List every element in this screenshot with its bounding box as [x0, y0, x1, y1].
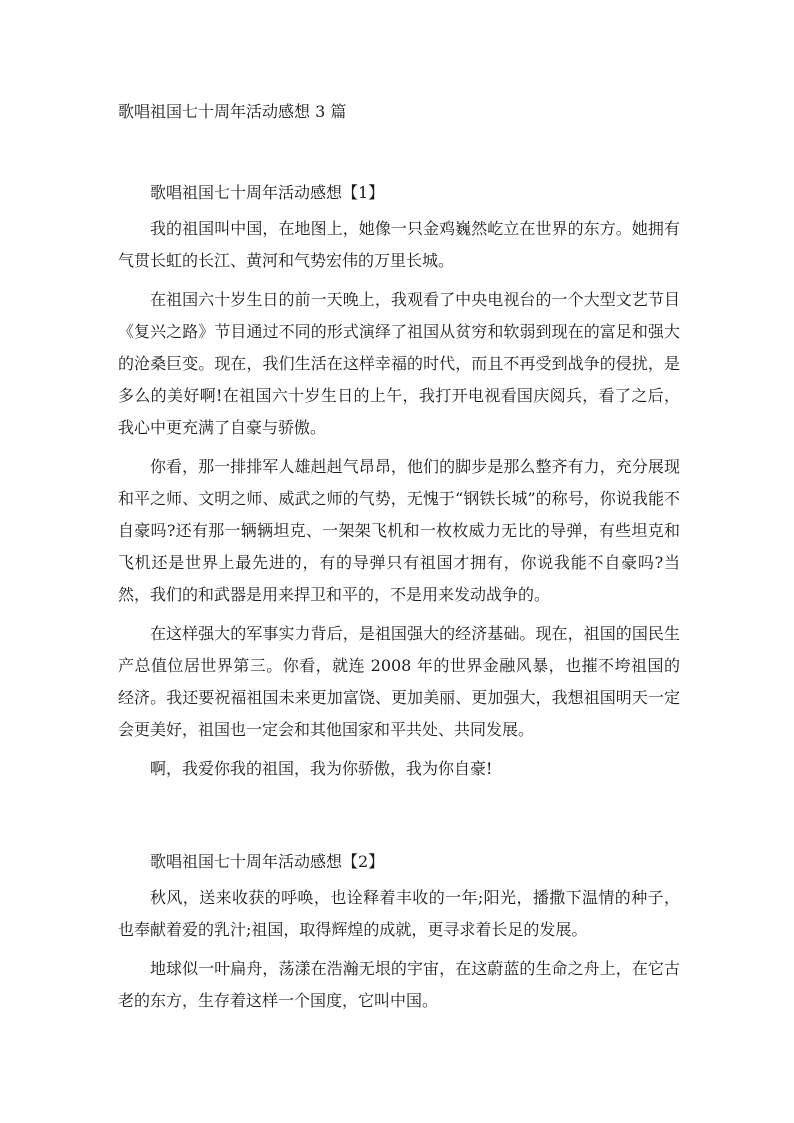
paragraph: 啊，我爱你我的祖国，我为你骄傲，我为你自豪!: [150, 759, 493, 778]
paragraph: 我的祖国叫中国，在地图上，她像一只金鸡巍然屹立在世界的东方。她拥有气贯长虹的长江、黄河和气势宏伟的万里长城。: [118, 219, 680, 270]
paragraph: 秋风，送来收获的呼唤，也诠释着丰收的一年;阳光，播撒下温情的种子，也奉献着爱的乳汁;祖国，取得辉煌的成就，更寻求着长足的发展。: [118, 888, 680, 939]
document-title: 歌唱祖国七十周年活动感想 3 篇: [118, 102, 347, 121]
paragraph: 你看，那一排排军人雄赳赳气昂昂，他们的脚步是那么整齐有力，充分展现和平之师、文明之师、威武之师的气势，无愧于“钢铁长城”的称号，你说我能不自豪吗?还有那一辆辆坦克、一架架飞机和一枚枚威力无比的导弹，有些坦克和飞机还是世界上最先进的，有的导弹只有祖国才拥有，你说我能不自豪吗?当然，我们的和武器是用来捍卫和平的，不是用来发动战争的。: [118, 457, 680, 604]
section-2: [118, 851, 680, 1024]
paragraph: 在祖国六十岁生日的前一天晚上，我观看了中央电视台的一个大型文艺节目《复兴之路》节目通过不同的形式演绎了祖国从贫穷和软弱到现在的富足和强大的沧桑巨变。现在，我们生活在这样幸福的时代，而且不再受到战争的侵扰，是多么的美好啊!在祖国六十岁生日的上午，我打开电视看国庆阅兵，看了之后，我心中更充满了自豪与骄傲。: [118, 290, 680, 437]
section-heading: 歌唱祖国七十周年活动感想【2】: [150, 852, 385, 871]
paragraph: 地球似一叶扁舟，荡漾在浩瀚无垠的宇宙，在这蔚蓝的生命之舟上，在它古老的东方，生存着这样一个国度，它叫中国。: [118, 959, 680, 1010]
section-heading: 歌唱祖国七十周年活动感想【1】: [150, 183, 385, 202]
section-1: [118, 182, 680, 792]
paragraph: 在这样强大的军事实力背后，是祖国强大的经济基础。现在，祖国的国民生产总值位居世界第三。你看，就连 2008 年的世界金融风暴，也摧不垮祖国的经济。我还要祝福祖国未来更加富饶、更加美丽、更加强大，我想祖国明天一定会更美好，祖国也一定会和其他国家和平共处、共同发展。: [118, 624, 680, 739]
